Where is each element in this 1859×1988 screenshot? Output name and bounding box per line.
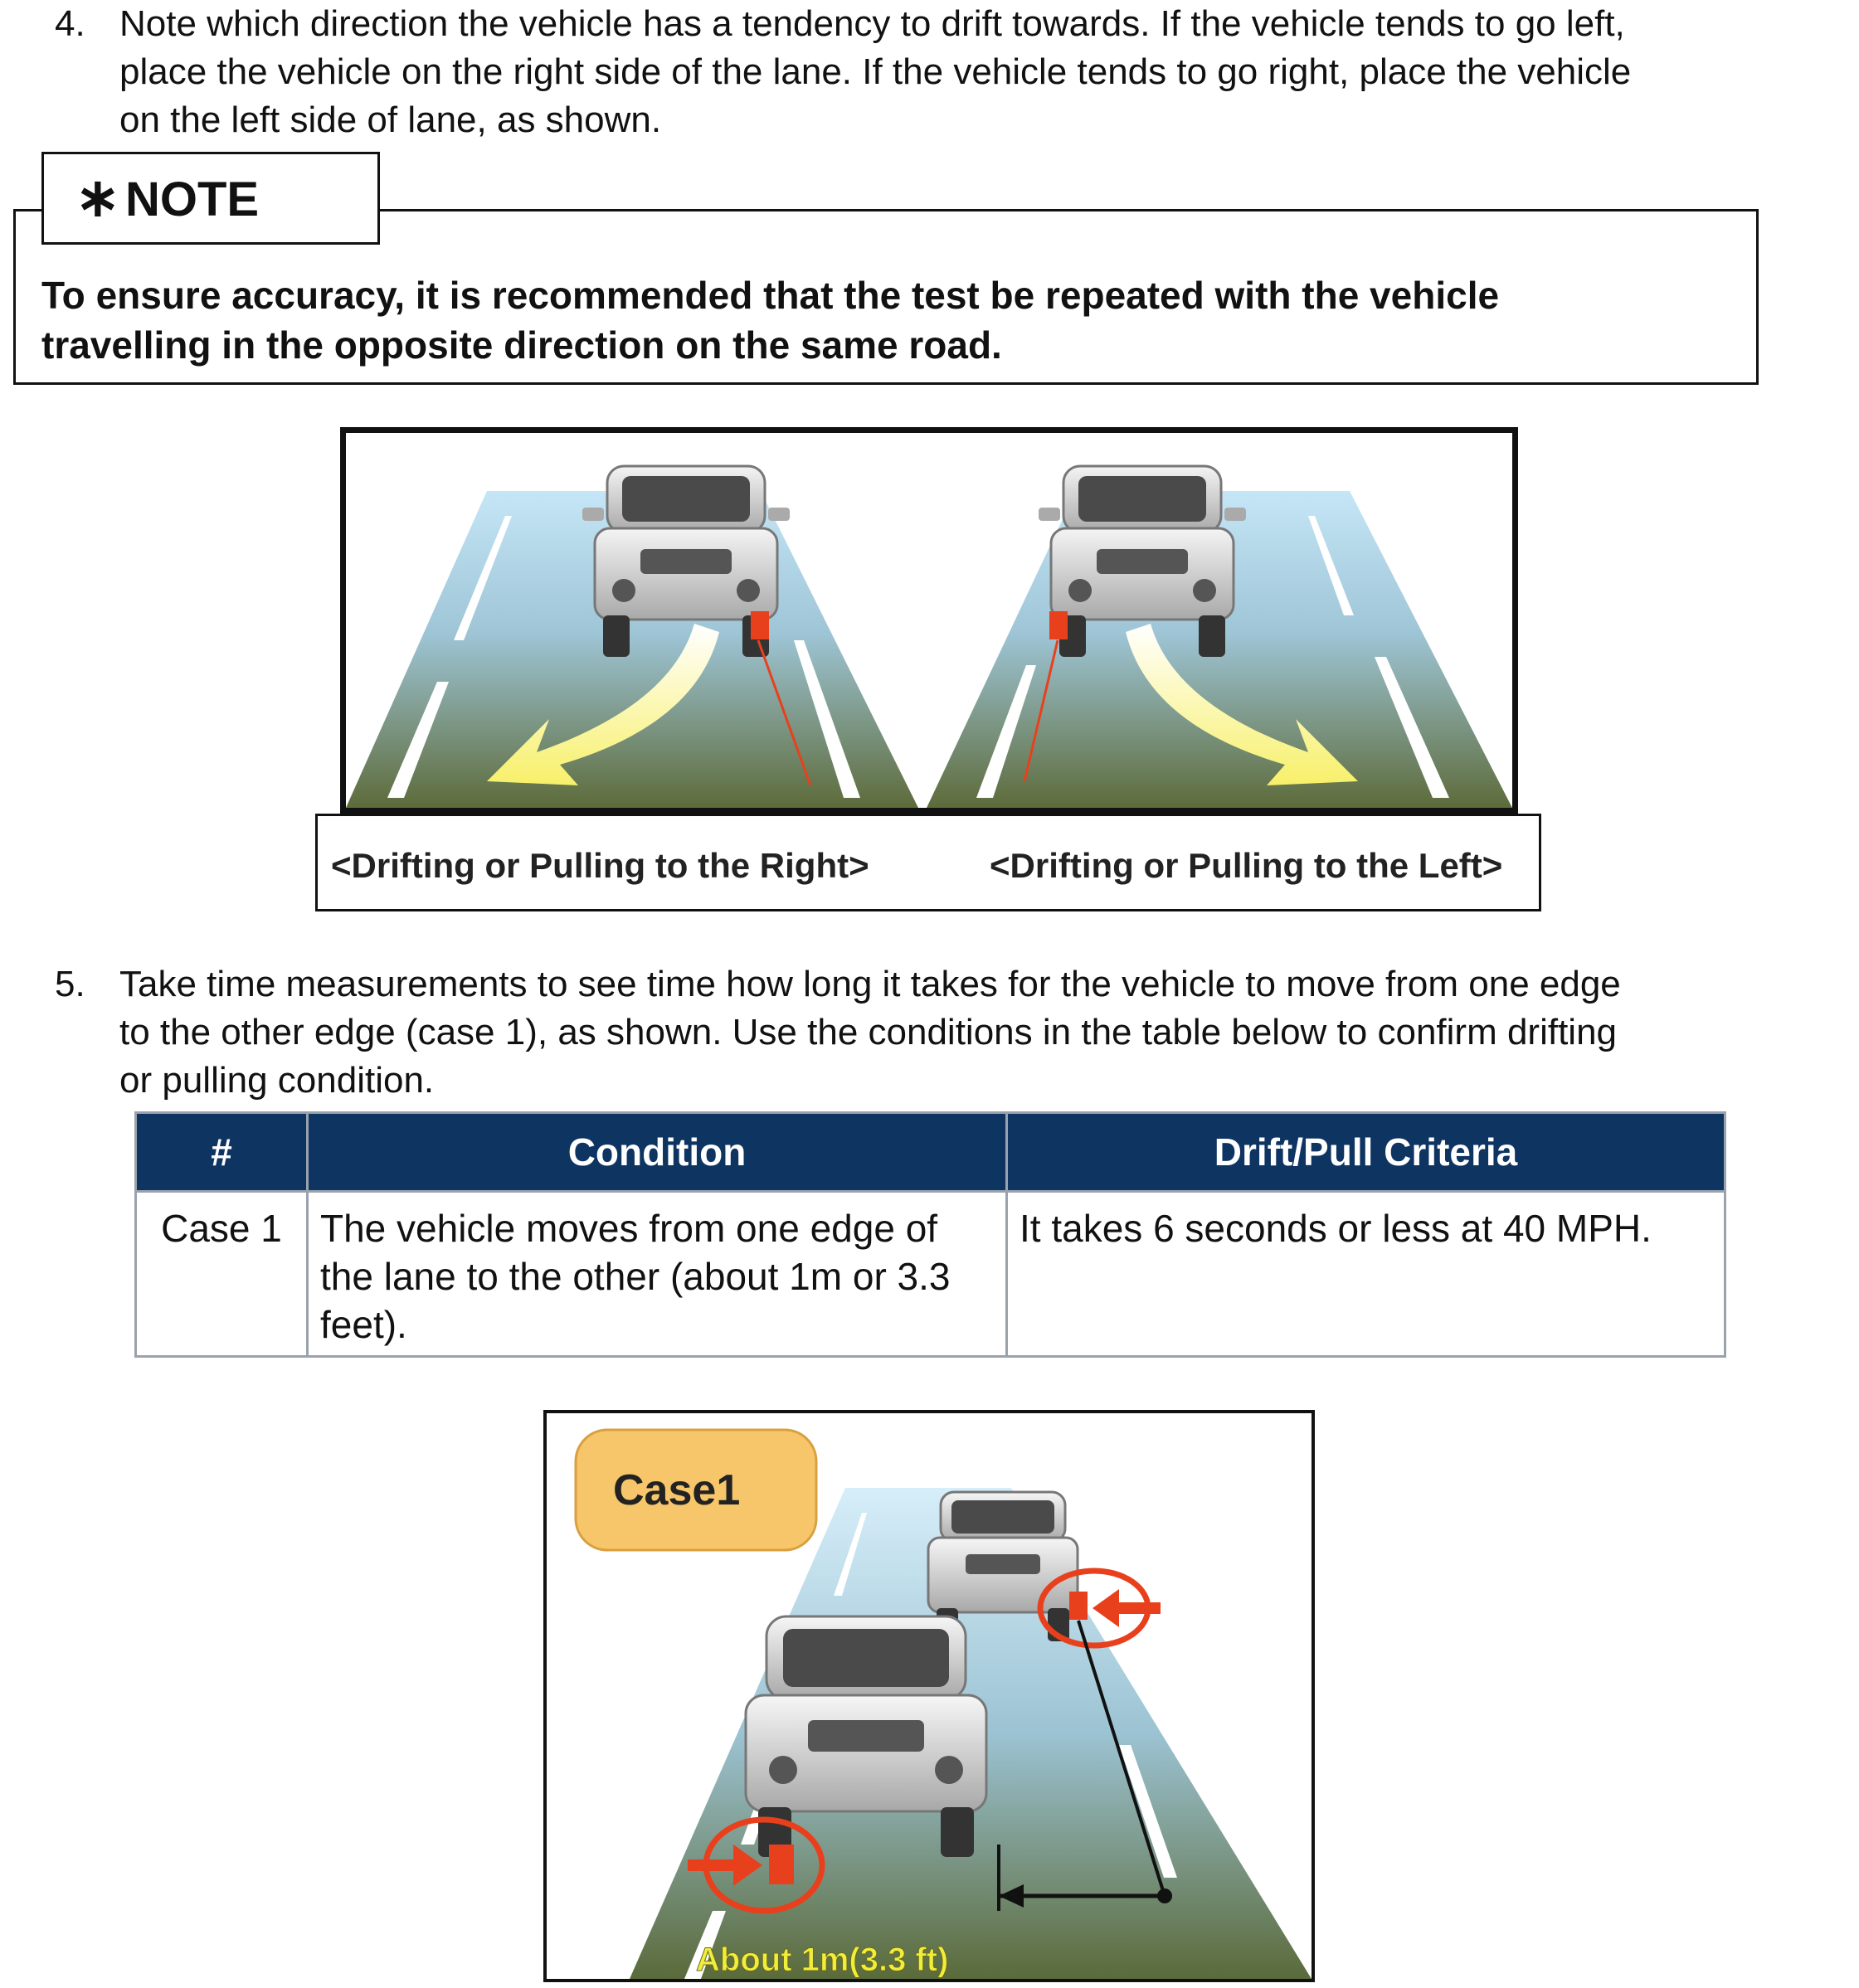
case1-illustration-graphic [547, 1413, 1312, 1979]
step-text [119, 0, 1859, 144]
step-number: 4. [55, 3, 85, 44]
case1-illustration [543, 1410, 1315, 1982]
step-5 [55, 960, 1847, 1110]
drift-captions [315, 814, 1541, 911]
marker-right-icon [1049, 611, 1068, 639]
cell-condition: The vehicle moves from one edge of the lane to the other (about 1m or 3.3 feet). [308, 1192, 1007, 1357]
cell-criteria: It takes 6 seconds or less at 40 MPH. [1007, 1192, 1725, 1357]
step-line: place the vehicle on the right side of the lane. If the vehicle tends to go right, place the vehicle [119, 51, 1632, 92]
caption-drift-left: <Drifting or Pulling to the Left> [990, 846, 1503, 885]
distance-label: About 1m(3.3 ft) [696, 1942, 949, 1978]
marker-front-icon [769, 1845, 794, 1884]
note-tab [41, 152, 380, 245]
note-line: To ensure accuracy, it is recommended that the test be repeated with the vehicle [41, 274, 1500, 317]
note-line: travelling in the opposite direction on the same road. [41, 323, 1002, 367]
step-line: on the left side of lane, as shown. [119, 100, 662, 140]
step-number: 5. [55, 964, 85, 1004]
column-header-condition: Condition [308, 1113, 1007, 1192]
caption-drift-right: <Drifting or Pulling to the Right> [331, 846, 869, 885]
drift-illustration-graphic [346, 433, 1512, 808]
cell-case-id: Case 1 [136, 1192, 308, 1357]
step-line: Take time measurements to see time how long it takes for the vehicle to move from one edge [119, 964, 1621, 1004]
column-header-number: # [136, 1113, 308, 1192]
asterisk-icon: ∗ [75, 168, 120, 227]
marker-left-icon [751, 611, 769, 639]
case1-badge [576, 1430, 816, 1550]
table-header-row [136, 1113, 1725, 1192]
step-text [119, 960, 1859, 1105]
step-4 [55, 0, 1847, 149]
step-line: or pulling condition. [119, 1060, 435, 1101]
arrow-left-small-icon [1093, 1589, 1161, 1627]
table-row [136, 1192, 1725, 1357]
column-header-criteria: Drift/Pull Criteria [1007, 1113, 1725, 1192]
note-label: NOTE [125, 173, 260, 226]
step-line: Note which direction the vehicle has a tendency to drift towards. If the vehicle tends to go left, [119, 3, 1625, 44]
note-text [41, 270, 1750, 370]
criteria-table [134, 1111, 1726, 1358]
marker-back-icon [1069, 1592, 1088, 1620]
drift-illustration [340, 427, 1518, 814]
step-line: to the other edge (case 1), as shown. Use the conditions in the table below to confirm drifting [119, 1012, 1618, 1052]
case1-badge-label: Case1 [613, 1466, 741, 1514]
